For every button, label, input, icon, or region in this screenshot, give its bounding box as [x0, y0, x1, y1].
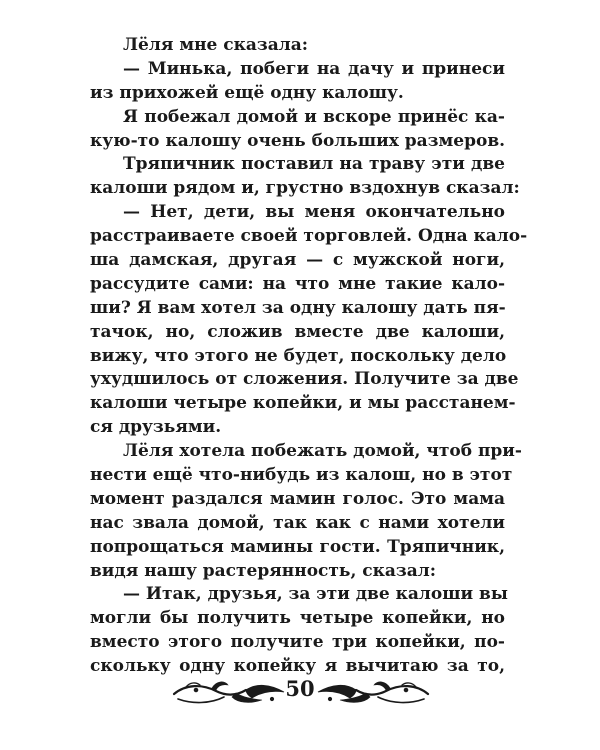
body-text [90, 34, 528, 679]
text-line: ша дамская, другая — с мужской ноги, [90, 250, 505, 271]
text-line: Лёля мне сказала: [123, 35, 309, 55]
text-line: Я побежал домой и вскоре принёс ка- [123, 106, 505, 127]
ornament-flourish-left-icon [172, 678, 287, 706]
text-line: видя нашу растерянность, сказал: [90, 560, 437, 581]
text-line: калоши рядом и, грустно вздохнув сказал: [90, 178, 520, 199]
ornament-flourish-right-icon [315, 678, 430, 706]
text-line: Тряпичник поставил на траву эти две [123, 154, 505, 175]
page-footer [0, 672, 600, 712]
text-line: Лёля хотела побежать домой, чтоб при- [123, 441, 522, 462]
text-line: — Итак, друзья, за эти две калоши вы [123, 584, 508, 605]
text-line: — Минька, побеги на дачу и принеси [123, 58, 505, 79]
text-line: вижу, что этого не будет, поскольку дело [90, 345, 507, 366]
text-line: рассудите сами: на что мне такие кало- [90, 273, 505, 294]
text-line: расстраиваете своей торговлей. Одна кало- [90, 226, 528, 247]
text-line: нести ещё что-нибудь из калош, но в этот [90, 465, 513, 486]
text-line: тачок, но, сложив вместе две калоши, [90, 321, 505, 342]
text-line: из прихожей ещё одну калошу. [90, 82, 404, 103]
text-line: момент раздался мамин голос. Это мама [90, 488, 505, 509]
text-line: нас звала домой, так как с нами хотели [90, 512, 505, 533]
text-line: ся друзьями. [90, 417, 222, 438]
text-line: скольку одну копейку я вычитаю за то, [90, 656, 505, 677]
text-line: вместо этого получите три копейки, по- [90, 632, 505, 653]
text-line: калоши четыре копейки, и мы расстанем- [90, 393, 516, 414]
text-line: могли бы получить четыре копейки, но [90, 608, 505, 629]
text-line: ухудшилось от сложения. Получите за две [90, 369, 519, 390]
text-line: — Нет, дети, вы меня окончательно [123, 202, 505, 223]
text-line: ши? Я вам хотел за одну калошу дать пя- [90, 297, 506, 318]
text-line: попрощаться мамины гости. Тряпичник, [90, 536, 505, 557]
text-line: кую-то калошу очень больших размеров. [90, 130, 506, 151]
page-number: 50 [285, 676, 315, 701]
